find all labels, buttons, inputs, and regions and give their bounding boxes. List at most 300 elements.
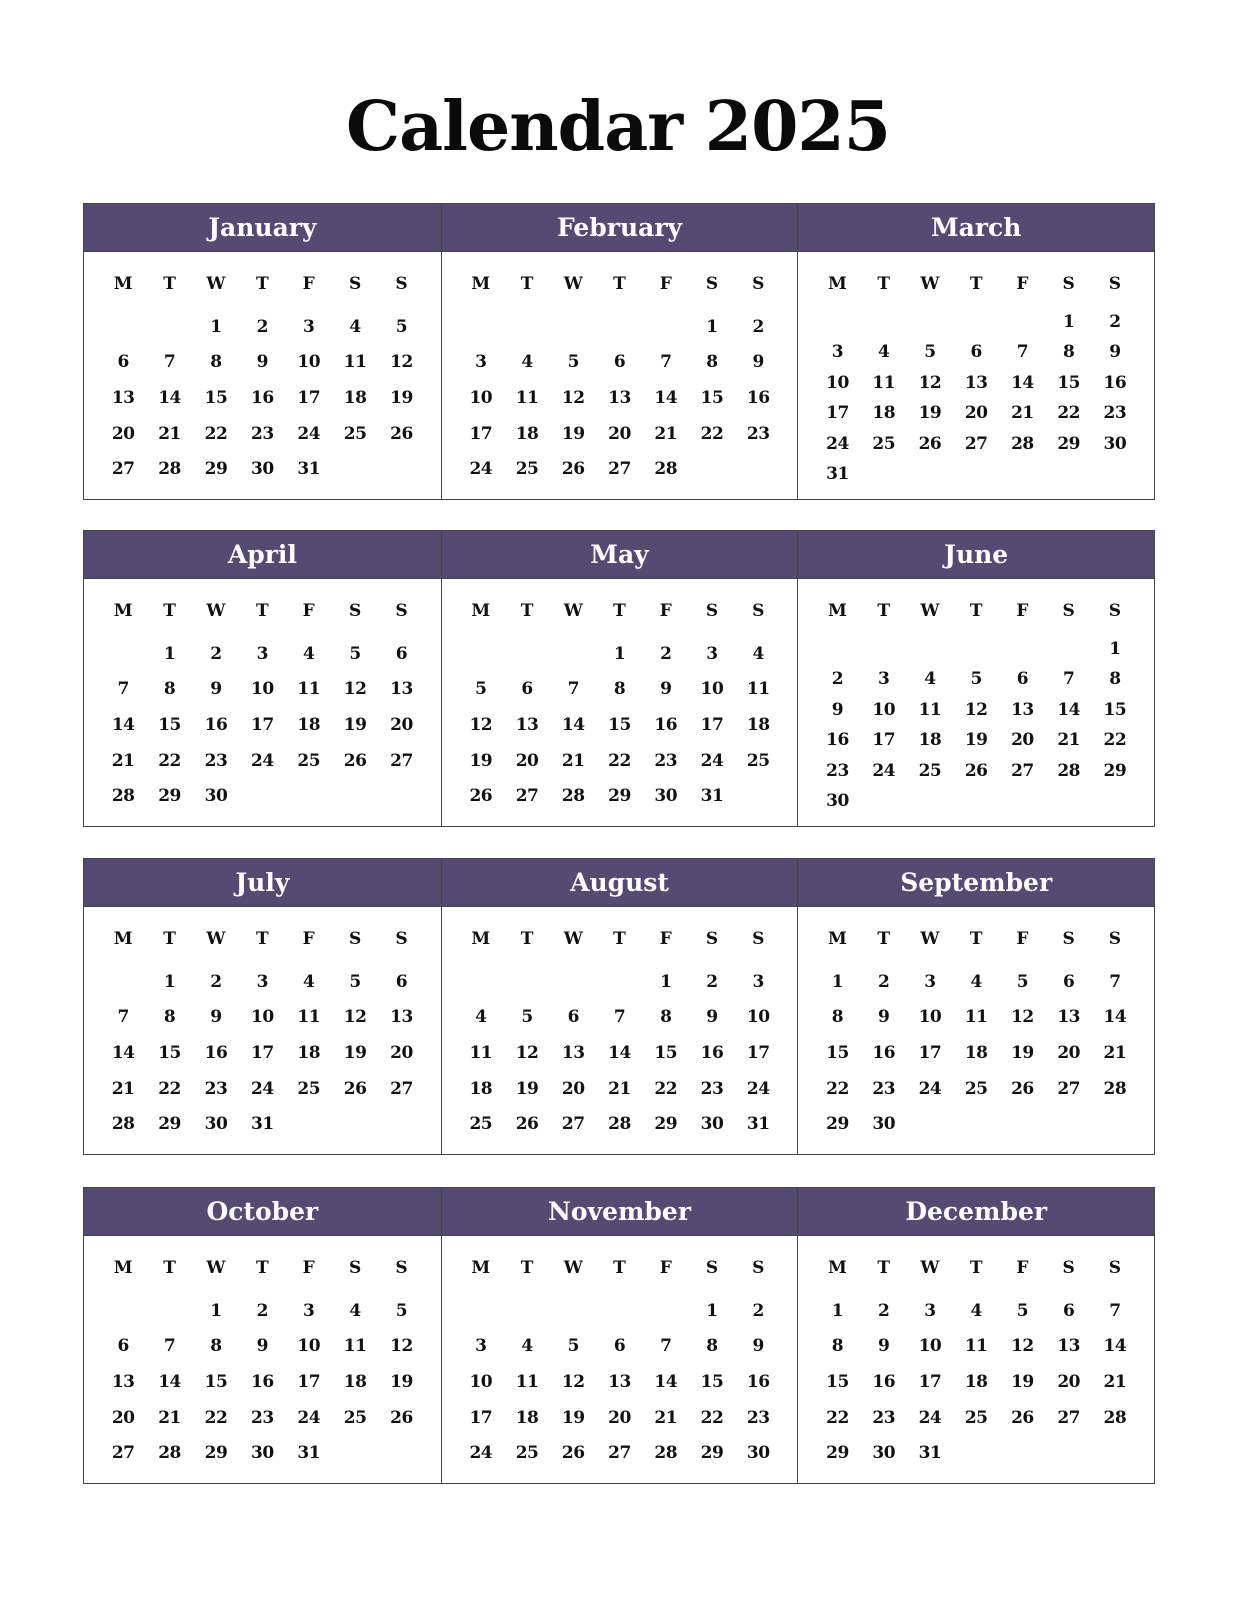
day-cell: 23 [700, 1078, 724, 1099]
day-cell: 10 [700, 679, 724, 700]
day-cell: 11 [746, 679, 770, 700]
day-cell: 21 [1103, 1042, 1127, 1063]
day-cell: 12 [1011, 1336, 1034, 1357]
day-cell: 20 [608, 423, 631, 444]
week-row [100, 1079, 425, 1099]
month-header: June [798, 531, 1154, 579]
day-cell: 28 [111, 786, 135, 807]
day-cell: 6 [1016, 669, 1029, 690]
day-cell: 7 [163, 352, 176, 373]
weekday-label: S [705, 1258, 719, 1278]
day-cell: 6 [613, 1336, 626, 1357]
day-cell: 15 [700, 387, 724, 408]
day-cell: 21 [608, 1078, 631, 1099]
day-cell: 2 [256, 1300, 268, 1321]
weekday-header-row [100, 1251, 425, 1285]
day-cell: 2 [706, 971, 718, 992]
day-cell: 19 [469, 750, 493, 771]
day-cell: 5 [567, 352, 579, 373]
day-cell: 5 [924, 342, 936, 363]
month-header: November [442, 1188, 798, 1236]
day-cell: 13 [390, 1007, 413, 1028]
month-body [798, 252, 1154, 499]
day-cell: 28 [111, 1114, 135, 1135]
day-cell: 12 [390, 1336, 413, 1357]
day-cell: 8 [706, 1336, 718, 1357]
day-cell: 2 [752, 316, 764, 337]
day-cell: 3 [831, 342, 844, 363]
day-cell: 20 [390, 714, 413, 735]
day-cell: 22 [608, 750, 631, 771]
weekday-label: W [206, 274, 226, 294]
day-cell: 17 [297, 1371, 321, 1392]
day-cell: 12 [561, 1371, 585, 1392]
day-cell: 14 [1103, 1336, 1127, 1357]
day-cell: 29 [654, 1114, 678, 1135]
day-cell: 15 [158, 714, 181, 735]
month-header: January [84, 204, 441, 252]
day-cell: 21 [1103, 1371, 1127, 1392]
month-header: April [84, 531, 441, 579]
weekday-label: T [256, 1258, 269, 1278]
day-cell: 19 [561, 423, 585, 444]
weekday-label: S [1108, 929, 1122, 949]
day-cell: 15 [204, 387, 228, 408]
day-cell: 5 [521, 1007, 533, 1028]
weekday-label: S [348, 601, 362, 621]
day-cell: 1 [706, 1300, 718, 1321]
weekday-label: W [206, 601, 226, 621]
day-cell: 3 [475, 352, 487, 373]
calendar-row-3 [83, 858, 1155, 1155]
day-cell: 8 [831, 1336, 844, 1357]
week-row [814, 1443, 1138, 1463]
day-cell: 25 [343, 1407, 367, 1428]
day-cell: 2 [878, 1300, 890, 1321]
day-cell: 28 [561, 786, 585, 807]
day-cell: 27 [111, 459, 135, 480]
day-cell: 24 [918, 1078, 942, 1099]
weeks [100, 1285, 425, 1483]
day-cell: 22 [158, 1078, 181, 1099]
day-cell: 3 [878, 669, 890, 690]
day-cell: 17 [918, 1042, 942, 1063]
weekday-header-row [458, 1251, 782, 1285]
weekday-label: W [563, 929, 583, 949]
day-cell: 7 [660, 352, 672, 373]
week-row [814, 1372, 1138, 1392]
weeks [458, 956, 782, 1154]
day-cell: 8 [210, 352, 222, 373]
month-body [84, 579, 441, 826]
day-cell: 29 [1103, 760, 1127, 781]
weekday-label: T [520, 1258, 534, 1278]
day-cell: 21 [1011, 403, 1034, 424]
day-cell: 13 [515, 714, 539, 735]
day-cell: 1 [660, 971, 672, 992]
day-cell: 10 [746, 1007, 770, 1028]
day-cell: 4 [303, 971, 315, 992]
weekday-label: S [752, 1258, 765, 1278]
week-row [458, 1301, 782, 1321]
day-cell: 18 [746, 714, 770, 735]
day-cell: 1 [831, 971, 844, 992]
week-row [100, 751, 425, 771]
day-cell: 23 [204, 1078, 228, 1099]
weeks [814, 301, 1138, 499]
day-cell: 19 [390, 387, 413, 408]
week-row [100, 424, 425, 444]
day-cell: 22 [826, 1407, 849, 1428]
weekday-label: M [471, 601, 491, 621]
day-cell: 17 [700, 714, 724, 735]
weekday-label: M [828, 1258, 847, 1278]
week-row [814, 464, 1138, 484]
day-cell: 23 [872, 1407, 896, 1428]
weekday-label: T [877, 929, 891, 949]
week-row [814, 791, 1138, 811]
day-cell: 5 [970, 669, 982, 690]
weekday-label: W [563, 601, 583, 621]
week-row [458, 1336, 782, 1356]
day-cell: 7 [567, 679, 579, 700]
day-cell: 13 [111, 387, 135, 408]
day-cell: 31 [826, 464, 849, 485]
day-cell: 11 [515, 387, 539, 408]
month-body [442, 579, 798, 826]
day-cell: 26 [515, 1114, 539, 1135]
month-february [441, 204, 798, 499]
week-row [814, 1043, 1138, 1063]
day-cell: 8 [831, 1007, 844, 1028]
day-cell: 18 [918, 730, 942, 751]
day-cell: 7 [660, 1336, 672, 1357]
weekday-label: S [705, 274, 719, 294]
week-row [100, 317, 425, 337]
day-cell: 6 [395, 971, 408, 992]
day-cell: 1 [210, 1300, 222, 1321]
day-cell: 28 [654, 1443, 678, 1464]
week-row [458, 459, 782, 479]
day-cell: 26 [343, 1078, 367, 1099]
week-row [814, 1408, 1138, 1428]
day-cell: 29 [204, 1443, 228, 1464]
month-may [441, 531, 798, 826]
day-cell: 25 [872, 433, 896, 454]
weekday-label: W [206, 1258, 226, 1278]
day-cell: 19 [343, 714, 367, 735]
day-cell: 26 [1011, 1407, 1034, 1428]
day-cell: 25 [469, 1114, 493, 1135]
day-cell: 8 [660, 1007, 672, 1028]
day-cell: 6 [117, 352, 129, 373]
day-cell: 13 [1011, 699, 1034, 720]
day-cell: 23 [204, 750, 228, 771]
day-cell: 22 [1103, 730, 1127, 751]
month-august [441, 859, 798, 1154]
day-cell: 30 [872, 1114, 896, 1135]
week-row [814, 1114, 1138, 1134]
page-title: Calendar 2025 [345, 87, 891, 167]
day-cell: 26 [561, 1443, 585, 1464]
day-cell: 24 [469, 1443, 493, 1464]
day-cell: 11 [343, 1336, 367, 1357]
day-cell: 10 [872, 699, 896, 720]
day-cell: 9 [256, 1336, 268, 1357]
day-cell: 25 [343, 423, 367, 444]
day-cell: 7 [1062, 669, 1075, 690]
weekday-label: S [1062, 929, 1075, 949]
day-cell: 29 [158, 786, 181, 807]
weekday-label: S [752, 601, 765, 621]
day-cell: 28 [608, 1114, 631, 1135]
day-cell: 5 [567, 1336, 579, 1357]
weekday-label: M [471, 274, 491, 294]
week-row [458, 352, 782, 372]
day-cell: 3 [256, 643, 268, 664]
calendar-row-4 [83, 1187, 1155, 1484]
week-row [814, 434, 1138, 454]
day-cell: 8 [1109, 669, 1121, 690]
month-body [798, 1236, 1154, 1483]
weekday-label: T [520, 601, 534, 621]
weekday-label: T [969, 929, 983, 949]
day-cell: 30 [204, 786, 228, 807]
day-cell: 13 [390, 679, 413, 700]
day-cell: 19 [1011, 1371, 1034, 1392]
day-cell: 13 [561, 1042, 585, 1063]
day-cell: 12 [964, 699, 988, 720]
day-cell: 23 [654, 750, 678, 771]
week-row [814, 730, 1138, 750]
week-row [814, 1079, 1138, 1099]
weekday-header-row [458, 267, 782, 301]
day-cell: 14 [111, 1042, 135, 1063]
day-cell: 27 [390, 750, 413, 771]
month-body [442, 1236, 798, 1483]
day-cell: 5 [349, 643, 361, 664]
day-cell: 4 [475, 1007, 487, 1028]
month-april [84, 531, 441, 826]
day-cell: 16 [1103, 372, 1127, 393]
day-cell: 4 [349, 316, 361, 337]
day-cell: 24 [250, 1078, 274, 1099]
day-cell: 3 [752, 971, 764, 992]
day-cell: 23 [826, 760, 849, 781]
day-cell: 15 [608, 714, 631, 735]
weekday-label: F [659, 929, 672, 949]
day-cell: 31 [297, 459, 321, 480]
day-cell: 4 [924, 669, 936, 690]
weekday-label: T [613, 1258, 626, 1278]
day-cell: 3 [475, 1336, 487, 1357]
day-cell: 5 [395, 1300, 408, 1321]
weekday-label: W [563, 1258, 583, 1278]
day-cell: 21 [561, 750, 585, 771]
week-row [100, 1007, 425, 1027]
day-cell: 4 [521, 1336, 533, 1357]
weeks [814, 1285, 1138, 1483]
day-cell: 22 [654, 1078, 678, 1099]
day-cell: 7 [1109, 1300, 1121, 1321]
day-cell: 30 [746, 1443, 770, 1464]
weekday-label: F [659, 601, 672, 621]
weeks [814, 628, 1138, 826]
day-cell: 20 [515, 750, 539, 771]
day-cell: 16 [700, 1042, 724, 1063]
weekday-label: T [877, 601, 891, 621]
day-cell: 29 [1057, 433, 1080, 454]
day-cell: 25 [964, 1407, 988, 1428]
week-row [458, 1408, 782, 1428]
month-header: October [84, 1188, 441, 1236]
day-cell: 16 [872, 1371, 896, 1392]
weekday-label: M [113, 929, 133, 949]
day-cell: 27 [561, 1114, 585, 1135]
weekday-label: T [520, 274, 534, 294]
day-cell: 4 [303, 643, 315, 664]
weekday-label: T [256, 601, 269, 621]
week-row [458, 1079, 782, 1099]
day-cell: 7 [163, 1336, 176, 1357]
week-row [458, 317, 782, 337]
day-cell: 24 [297, 1407, 321, 1428]
day-cell: 15 [204, 1371, 228, 1392]
day-cell: 10 [826, 372, 849, 393]
month-march [797, 204, 1154, 499]
day-cell: 4 [349, 1300, 361, 1321]
day-cell: 29 [700, 1443, 724, 1464]
day-cell: 3 [924, 971, 936, 992]
weekday-header-row [100, 267, 425, 301]
day-cell: 28 [158, 1443, 181, 1464]
week-row [100, 1301, 425, 1321]
day-cell: 17 [250, 714, 274, 735]
day-cell: 25 [964, 1078, 988, 1099]
day-cell: 27 [390, 1078, 413, 1099]
weekday-label: T [163, 1258, 176, 1278]
day-cell: 23 [746, 1407, 770, 1428]
day-cell: 8 [706, 352, 718, 373]
week-row [814, 1007, 1138, 1027]
week-row [814, 373, 1138, 393]
day-cell: 21 [158, 423, 181, 444]
day-cell: 29 [158, 1114, 181, 1135]
day-cell: 6 [521, 679, 533, 700]
weeks [100, 956, 425, 1154]
day-cell: 8 [163, 1007, 176, 1028]
day-cell: 13 [964, 372, 988, 393]
day-cell: 4 [970, 971, 982, 992]
day-cell: 25 [297, 1078, 321, 1099]
day-cell: 22 [158, 750, 181, 771]
weekday-label: T [877, 1258, 891, 1278]
week-row [100, 1443, 425, 1463]
day-cell: 30 [1103, 433, 1127, 454]
month-header: July [84, 859, 441, 907]
day-cell: 31 [746, 1114, 770, 1135]
day-cell: 15 [654, 1042, 678, 1063]
day-cell: 25 [746, 750, 770, 771]
day-cell: 9 [706, 1007, 718, 1028]
weekday-label: F [302, 601, 315, 621]
day-cell: 14 [654, 1371, 678, 1392]
day-cell: 1 [1109, 638, 1121, 659]
day-cell: 24 [700, 750, 724, 771]
day-cell: 31 [297, 1443, 321, 1464]
weekday-label: S [395, 274, 408, 294]
day-cell: 25 [918, 760, 942, 781]
day-cell: 2 [1109, 311, 1121, 332]
day-cell: 26 [918, 433, 942, 454]
day-cell: 7 [117, 679, 129, 700]
weekday-label: F [302, 929, 315, 949]
day-cell: 8 [613, 679, 626, 700]
day-cell: 2 [878, 971, 890, 992]
day-cell: 10 [469, 387, 493, 408]
day-cell: 4 [521, 352, 533, 373]
day-cell: 23 [250, 423, 274, 444]
month-july [84, 859, 441, 1154]
day-cell: 18 [964, 1371, 988, 1392]
weekday-label: F [659, 274, 672, 294]
day-cell: 27 [1057, 1078, 1080, 1099]
month-october [84, 1188, 441, 1483]
day-cell: 2 [752, 1300, 764, 1321]
day-cell: 2 [210, 971, 222, 992]
weeks [458, 301, 782, 499]
day-cell: 2 [210, 643, 222, 664]
week-row [100, 1372, 425, 1392]
day-cell: 11 [469, 1042, 493, 1063]
day-cell: 30 [204, 1114, 228, 1135]
day-cell: 16 [250, 1371, 274, 1392]
day-cell: 8 [1062, 342, 1075, 363]
day-cell: 26 [1011, 1078, 1034, 1099]
day-cell: 10 [469, 1371, 493, 1392]
weekday-label: S [1062, 1258, 1075, 1278]
weekday-label: T [613, 601, 626, 621]
day-cell: 1 [1062, 311, 1075, 332]
day-cell: 9 [210, 1007, 222, 1028]
weekday-label: S [752, 929, 765, 949]
day-cell: 16 [204, 1042, 228, 1063]
week-row [100, 1408, 425, 1428]
day-cell: 23 [872, 1078, 896, 1099]
day-cell: 18 [515, 1407, 539, 1428]
day-cell: 29 [204, 459, 228, 480]
weekday-label: S [1062, 274, 1075, 294]
day-cell: 2 [256, 316, 268, 337]
day-cell: 19 [561, 1407, 585, 1428]
day-cell: 24 [250, 750, 274, 771]
day-cell: 24 [297, 423, 321, 444]
day-cell: 6 [1062, 971, 1075, 992]
day-cell: 14 [111, 714, 135, 735]
weekday-label: W [920, 601, 940, 621]
day-cell: 11 [918, 699, 942, 720]
weekday-label: T [256, 929, 269, 949]
day-cell: 29 [826, 1114, 849, 1135]
weekday-label: W [563, 274, 583, 294]
weekday-label: W [920, 929, 940, 949]
week-row [458, 1114, 782, 1134]
week-row [814, 972, 1138, 992]
day-cell: 27 [515, 786, 539, 807]
weekday-header-row [100, 922, 425, 956]
day-cell: 19 [918, 403, 942, 424]
day-cell: 16 [872, 1042, 896, 1063]
